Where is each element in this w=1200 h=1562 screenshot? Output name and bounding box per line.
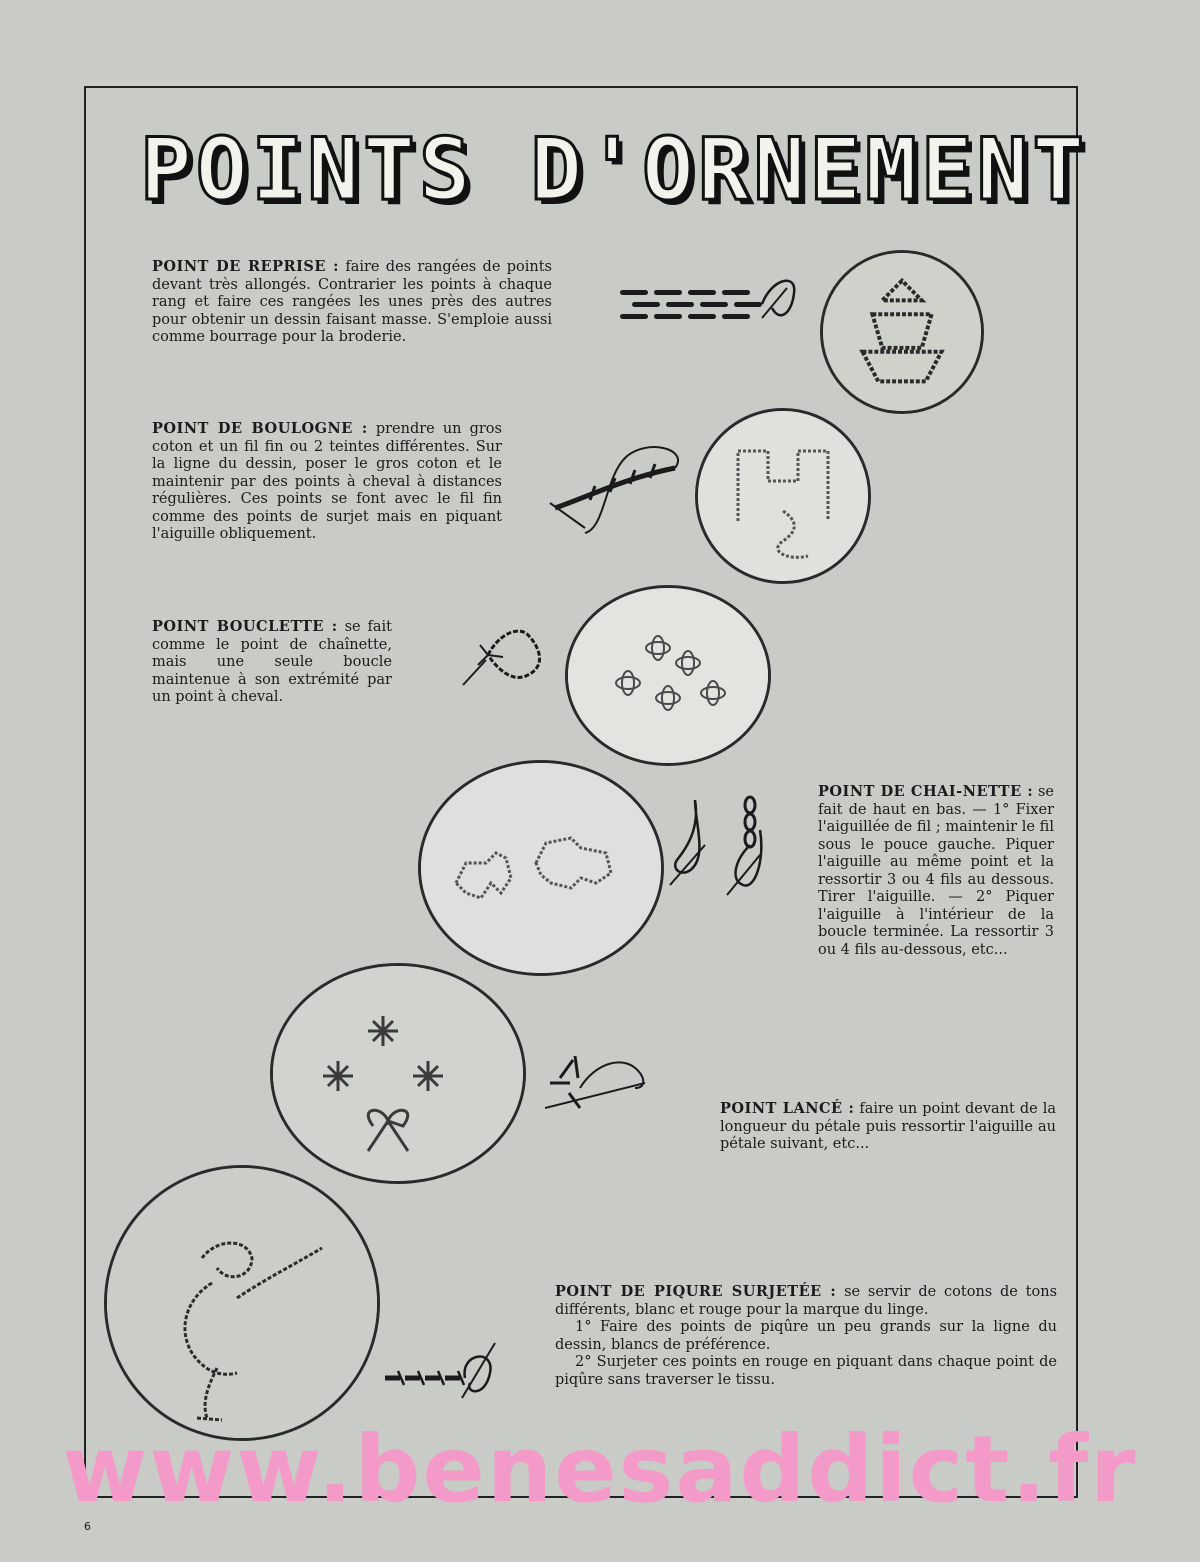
boulogne-stitch-diagram [545, 438, 695, 538]
stitch-name: POINT DE BOULOGNE : [152, 420, 368, 437]
bouclette-stitch-diagram [458, 615, 568, 695]
stitch-bouclette-text [152, 618, 392, 707]
stitch-name: POINT DE PIQURE SURJETÉE : [555, 1283, 837, 1300]
lance-sample-image [270, 963, 526, 1184]
stitch-lance-text [720, 1100, 1056, 1154]
stitch-reprise-text [152, 258, 552, 347]
stitch-body: faire un point devant de la longueur du pétale puis ressortir l'aiguille au pétale suivant, etc... [720, 1101, 1056, 1152]
stitch-name: POINT LANCÉ : [720, 1100, 855, 1117]
piqure-stitch-diagram [380, 1338, 500, 1408]
stitch-body: prendre un gros coton et un fil fin ou 2 teintes différentes. Sur la ligne du dessin, poser le gros coton et le maintenir par des points à cheval à distances régulières. Ces points se font avec le fil fin comme des points de surjet mais en piquant l'aiguille obliquement. [152, 421, 502, 542]
reprise-stitch-diagram [612, 268, 812, 338]
bouclette-sample-image [565, 585, 771, 766]
stitch-name: POINT DE REPRISE : [152, 258, 339, 275]
stitch-piqure-text [555, 1283, 1057, 1389]
stitch-chainette-text [718, 783, 1054, 959]
stitch-body: se fait comme le point de chaînette, mais une seule boucle maintenue à son extrémité par un point à cheval. [152, 619, 393, 705]
page-number: 6 [84, 1520, 91, 1533]
chainette-sample-image [418, 760, 664, 976]
stitch-name: POINT BOUCLETTE : [152, 618, 338, 635]
reprise-sample-image [820, 250, 984, 414]
watermark: www.benesaddict.fr [62, 1416, 1138, 1523]
stitch-boulogne-text [152, 420, 502, 544]
piqure-sample-image [104, 1165, 380, 1441]
stitch-step-2: 2° Surjeter ces points en rouge en piquant dans chaque point de piqûre sans traverser le tissu. [555, 1354, 1057, 1388]
boulogne-sample-image [695, 408, 871, 584]
stitch-body: se fait de haut en bas. — 1° Fixer l'aiguillée de fil ; maintenir le fil sous le pouce gauche. Piquer l'aiguille au même point et la ressortir 3 ou 4 fils au dessous. Tirer l'aiguille. — 2° Piquer l'aiguille à l'intérieur de la boucle terminée. La ressortir 3 ou 4 fils au-dessous, etc... [818, 784, 1054, 958]
stitch-name: POINT DE CHAI-NETTE : [818, 783, 1034, 800]
lance-stitch-diagram [545, 1048, 665, 1118]
stitch-body: se servir de cotons de tons différents, blanc et rouge pour la marque du linge. [555, 1284, 1058, 1318]
stitch-body: faire des rangées de points devant très allongés. Contrarier les points à chaque rang et faire ces rangées les unes près des autres pour obtenir un dessin faisant masse. S'emploie aussi comme bourrage pour la broderie. [152, 259, 552, 345]
stitch-step-1: 1° Faire des points de piqûre un peu grands sur la ligne du dessin, blancs de préférence. [555, 1319, 1057, 1353]
page-title: POINTS D'ORNEMENT [140, 120, 1089, 220]
